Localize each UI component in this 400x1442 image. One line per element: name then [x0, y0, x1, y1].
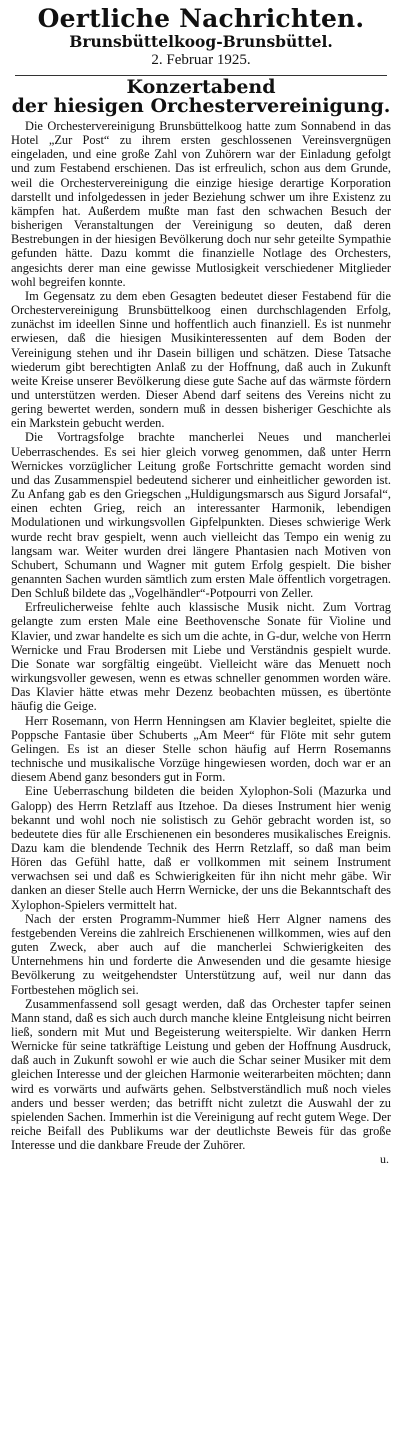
- paragraph: Nach der ersten Programm-Nummer hieß Herr Algner namens des festgebenden Vereins die zahlreich Erschienenen willkommen, wies auf den guten Zweck, aber auch auf die mancherlei Schwierigkeiten des Unternehmens hin und forderte die Anwesenden und die gesamte hiesige Bevölkerung zu weitgehendster Unterstützung auf, weil nur dann das Fortbestehen möglich sei.: [11, 911, 391, 997]
- dateline: Brunsbüttelkoog-Brunsbüttel.: [69, 32, 333, 51]
- paragraph: Herr Rosemann, von Herrn Henningsen am Klavier begleitet, spielte die Poppsche Fantasie über Schuberts „Am Meer“ für Flöte mit sehr gutem Gelingen. Es ist an dieser Stelle schon häufig auf Herrn Rosemanns technische und musikalische Vorzüge hingewiesen worden, doch war er an diesem Abend ganz besonders gut in Form.: [11, 713, 391, 785]
- paragraph: Die Orchestervereinigung Brunsbüttelkoog hatte zum Sonnabend in das Hotel „Zur Post“ zu ihrem ersten geschlossenen Vereinsvergnügen eingeladen, und eine große Zahl von Zuhörern war der Einladung gefolgt und zum Festabend erschienen. Das ist erfreulich, schon aus dem Grunde, weil die Orchestervereinigung die einzige hiesige derartige Korporation darstellt und infolgedessen in jeder Beziehung schwer um ihre Existenz zu kämpfen hat. Außerdem mußte man fast den schwachen Besuch der bisherigen Veranstaltungen der Vereinigung so deuten, daß deren Bestrebungen in der hiesigen Bevölkerung doch nur sehr geteilte Sympathie gefunden hätte. Dazu kommt die finanzielle Notlage des Orchesters, angesichts derer man eine gewisse Mutlosigkeit verschiedener Mitglieder wohl begreifen konnte.: [11, 119, 391, 289]
- article-headline: [11, 78, 391, 116]
- paragraph: Die Vortragsfolge brachte mancherlei Neues und mancherlei Ueberraschendes. Es sei hier gleich vorweg genommen, daß unter Herrn Wernickes vorzüglicher Leitung große Fortschritte gemacht worden sind und das Zusammenspiel bedeutend sicherer und einheitlicher geworden ist. Zu Anfang gab es den Griegschen „Huldigungsmarsch aus Sigurd Jorsafal“, einen echten Grieg, reich an interessanter Harmonik, lebendigen Modulationen und wirkungsvollen Gipfelpunkten. Dieses schwierige Werk wurde recht brav gespielt, wenn auch vielleicht das Tempo ein wenig zu langsam war. Weiter wurden drei längere Phantasien nach Motiven von Schubert, Schumann und Wagner mit gutem Erfolg gespielt. Die bisher genannten Sachen wurden sämtlich zum ersten Male öffentlich vorgetragen. Den Schluß bildete das „Vogelhändler“-Potpourri von Zeller.: [11, 430, 391, 601]
- paragraph: Im Gegensatz zu dem eben Gesagten bedeutet dieser Festabend für die Orchestervereinigung Brunsbüttelkoog einen durchschlagenden Erfolg, zunächst im ideellen Sinne und hoffentlich auch finanziell. Es ist nunmehr erwiesen, daß die hiesigen Musikinteressenten auf dem Boden der Vereinigung stehen und ihr Dasein billigen und schätzen. Diese Tatsache wiederum gibt berechtigten Anlaß zu der Hoffnung, daß auch in Zukunft weite Kreise unserer Bevölkerung diese gute Sache auf das wärmste fördern und unterstützen werden. Dieser Abend darf seitens des Vereins nicht zu gering bewertet werden, sondern muß in dessen bisheriger Geschichte als ein Markstein gebucht werden.: [11, 288, 391, 431]
- headline-line-2: der hiesigen Orchestervereinigung.: [11, 95, 391, 117]
- section-masthead: Oertliche Nachrichten.: [37, 4, 365, 33]
- author-signature: u.: [380, 1152, 389, 1167]
- article-body: [11, 119, 391, 1152]
- paragraph: Zusammenfassend soll gesagt werden, daß das Orchester tapfer seinen Mann stand, daß es sich auch durch manche kleine Entgleisung nicht beirren ließ, sondern mit Mut und Begeisterung weiterspielte. Wir danken Herrn Wernicke für seine tatkräftige Leistung und geben der Hoffnung Ausdruck, daß auch in Zukunft sowohl er wie auch die Schar seiner Musiker mit dem gleichen Interesse und der gleichen Harmonie weiterarbeiten möchten; dann wird es vorwärts und aufwärts gehen. Selbstverständlich muß noch vieles anders und besser werden; das betrifft nicht zuletzt die Auswahl der zu spielenden Sachen. Immerhin ist die Vereinigung auf recht gutem Wege. Der reiche Beifall des Publikums war der deutlichste Beweis für das große Interesse und die dankbare Freude der Zuhörer.: [11, 996, 391, 1153]
- headline-line-1: Konzertabend: [126, 76, 276, 98]
- issue-date: 2. Februar 1925.: [151, 52, 251, 68]
- paragraph: Eine Ueberraschung bildeten die beiden Xylophon-Soli (Mazurka und Galopp) des Herrn Retzlaff aus Itzehoe. Da dieses Instrument hier wenig bekannt und wohl noch nie solistisch zu Gehör gebracht worden ist, so bedeutete dies für alle Erschienenen ein besonderes musikalisches Ereignis. Dazu kam die blendende Technik des Herrn Retzlaff, so daß man beim Hören das Gefühl hatte, daß er vollkommen mit seinem Instrument verwachsen sei und daß es Schwierigkeiten für ihn nicht mehr gäbe. Wir danken an dieser Stelle auch Herrn Wernicke, der uns die Bekanntschaft des Xylophon-Spielers vermittelt hat.: [11, 784, 391, 912]
- paragraph: Erfreulicherweise fehlte auch klassische Musik nicht. Zum Vortrag gelangte zum ersten Male eine Beethovensche Sonate für Violine und Klavier, und zwar handelte es sich um die achte, in G-dur, welche von Herrn Wernicke und Frau Brodersen mit Liebe und Verständnis gespielt wurde. Die Sonate war sorgfältig eingeübt. Vielleicht wäre das Menuett noch wirkungsvoller gewesen, wenn es etwas schneller genommen worden wäre. Das Klavier hätte etwas mehr Dezenz beobachten müssen, es übertönte häufig die Geige.: [11, 600, 391, 714]
